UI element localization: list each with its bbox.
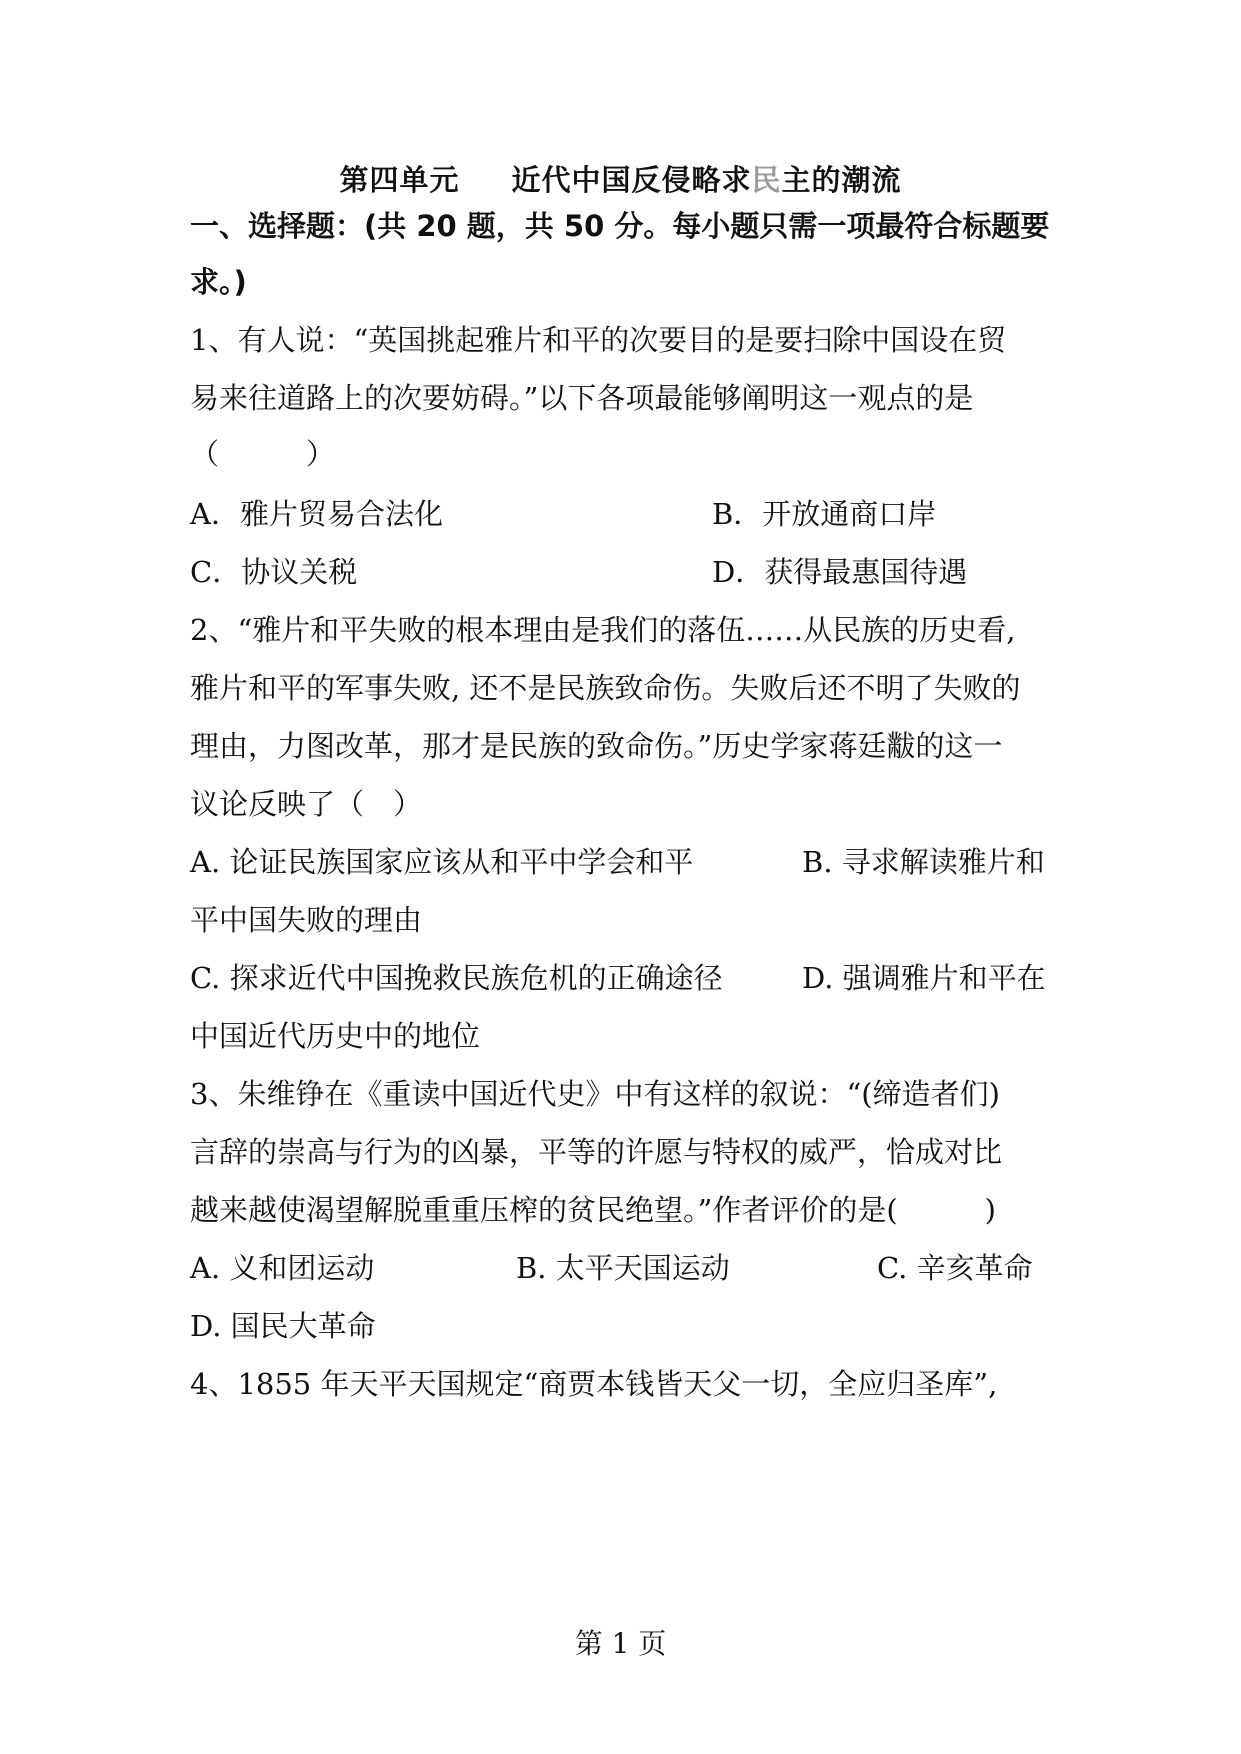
title-text: 近代中国反侵略求 (511, 163, 752, 197)
question-3-option-b: B. 太平天国运动 (516, 1251, 730, 1285)
question-3-option-a: A. 义和团运动 (190, 1251, 375, 1285)
question-2-option-b-cont: 平中国失败的理由 (190, 903, 423, 937)
question-1-option-c: C．协议关税 (190, 555, 358, 589)
question-3-line-3: 越来越使渴望解脱重重压榨的贫民绝望。”作者评价的是( ) (190, 1193, 996, 1227)
question-1-option-d: D．获得最惠国待遇 (712, 555, 968, 589)
question-2-option-d: D. 强调雅片和平在 (802, 961, 1046, 995)
question-3-option-d: D. 国民大革命 (190, 1309, 376, 1343)
question-2-option-c: C. 探求近代中国挽救民族危机的正确途径 (190, 961, 723, 995)
question-3-line-1: 3、朱维铮在《重读中国近代史》中有这样的叙说：“(缔造者们) (190, 1077, 1000, 1111)
question-1-option-a: A．雅片贸易合法化 (190, 497, 443, 531)
question-3-option-c: C. 辛亥革命 (877, 1251, 1033, 1285)
question-3-line-2: 言辞的崇高与行为的凶暴，平等的许愿与特权的威严，恰成对比 (190, 1135, 1003, 1169)
question-1-line-2: 易来往道路上的次要妨碍。”以下各项最能够阐明这一观点的是 (190, 381, 974, 415)
section-heading-line-1: 一、选择题：(共 20 题，共 50 分。每小题只需一项最符合标题要 (190, 209, 1050, 243)
question-1-line-3: （ ） (190, 437, 336, 471)
title-text-end: 主的潮流 (781, 163, 902, 197)
question-2-line-4: 议论反映了（ ） (190, 787, 423, 821)
question-2-line-2: 雅片和平的军事失败, 还不是民族致命伤。失败后还不明了失败的 (190, 671, 1021, 705)
question-2-option-d-cont: 中国近代历史中的地位 (190, 1019, 481, 1053)
title-unit: 第四单元 (339, 163, 460, 197)
question-2-option-a: A. 论证民族国家应该从和平中学会和平 (190, 845, 694, 879)
question-2-line-3: 理由，力图改革，那才是民族的致命伤。”历史学家蒋廷黻的这一 (190, 729, 1003, 763)
section-heading-line-2: 求。) (190, 265, 247, 299)
question-1-line-1: 1、有人说：“英国挑起雅片和平的次要目的是要扫除中国设在贸 (190, 323, 1007, 357)
question-1-option-b: B．开放通商口岸 (712, 497, 937, 531)
title-faint-char: 民 (751, 163, 782, 197)
question-2-option-b: B. 寻求解读雅片和 (802, 845, 1045, 879)
page-title (0, 158, 1241, 199)
question-2-line-1: 2、“雅片和平失败的根本理由是我们的落伍……从民族的历史看, (190, 613, 1016, 647)
page-number: 第 1 页 (574, 1627, 667, 1660)
question-4-line-1: 4、1855 年天平天国规定“商贾本钱皆天父一切，全应归圣库”, (190, 1367, 998, 1401)
